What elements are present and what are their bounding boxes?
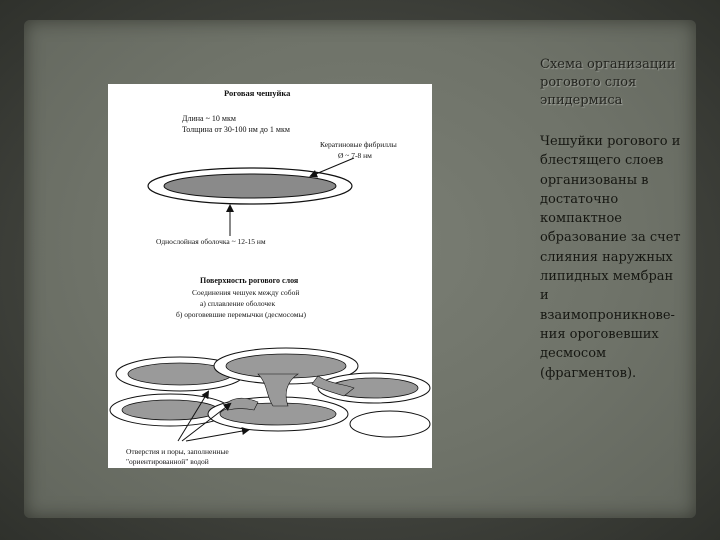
figure-heading: Роговая чешуйка [224,88,291,98]
pores-water-label: "ориентированной" водой [126,457,209,466]
body-line: компактное [540,211,622,227]
fibrils-label: Кератиновые фибриллы [320,140,397,149]
stratum-surface-diagram [110,348,430,437]
slide-body-text [540,132,692,383]
connection-label: Соединения чешуек между собой [192,288,300,297]
body-line: и [540,288,549,304]
pores-arrow-3 [186,430,248,441]
scale-thickness-label: Толщина от 30-100 нм до 1 мкм [182,125,290,134]
stratum-corneum-figure [108,84,432,468]
figure-drawing [108,84,432,468]
surface-heading: Поверхность рогового слоя [200,276,299,285]
body-line: образование за счет [540,230,681,246]
method-b-label: б) ороговевшие перемычки (десмосомы) [176,310,307,319]
body-line: блестящего слоев [540,153,664,169]
body-line: слияния наружных [540,249,673,265]
body-line: Чешуйки рогового и [540,134,681,149]
fibrils-diameter-label: Ø ~ 7-8 нм [338,151,372,160]
slide-title: Схема организации рогового слоя эпидермиса [540,57,676,108]
scale-length-label: Длина ~ 10 мкм [182,114,236,123]
fibrils-pointer-arrow [311,158,354,176]
body-line: достаточно [540,191,619,207]
corneocyte-scale-diagram [148,168,352,204]
body-line: десмосом [540,346,607,362]
method-a-label: а) сплавление оболочек [200,299,276,308]
envelope-label: Однослойная оболочка ~ 12-15 нм [156,237,266,246]
body-line: организованы в [540,172,649,188]
body-line: взаимопроникнове- [540,307,675,323]
pores-label: Отверстия и поры, заполненные [126,447,229,456]
body-line: ния ороговевших [540,326,659,342]
body-line: (фрагментов). [540,365,637,381]
body-line: липидных мембран [540,269,674,285]
